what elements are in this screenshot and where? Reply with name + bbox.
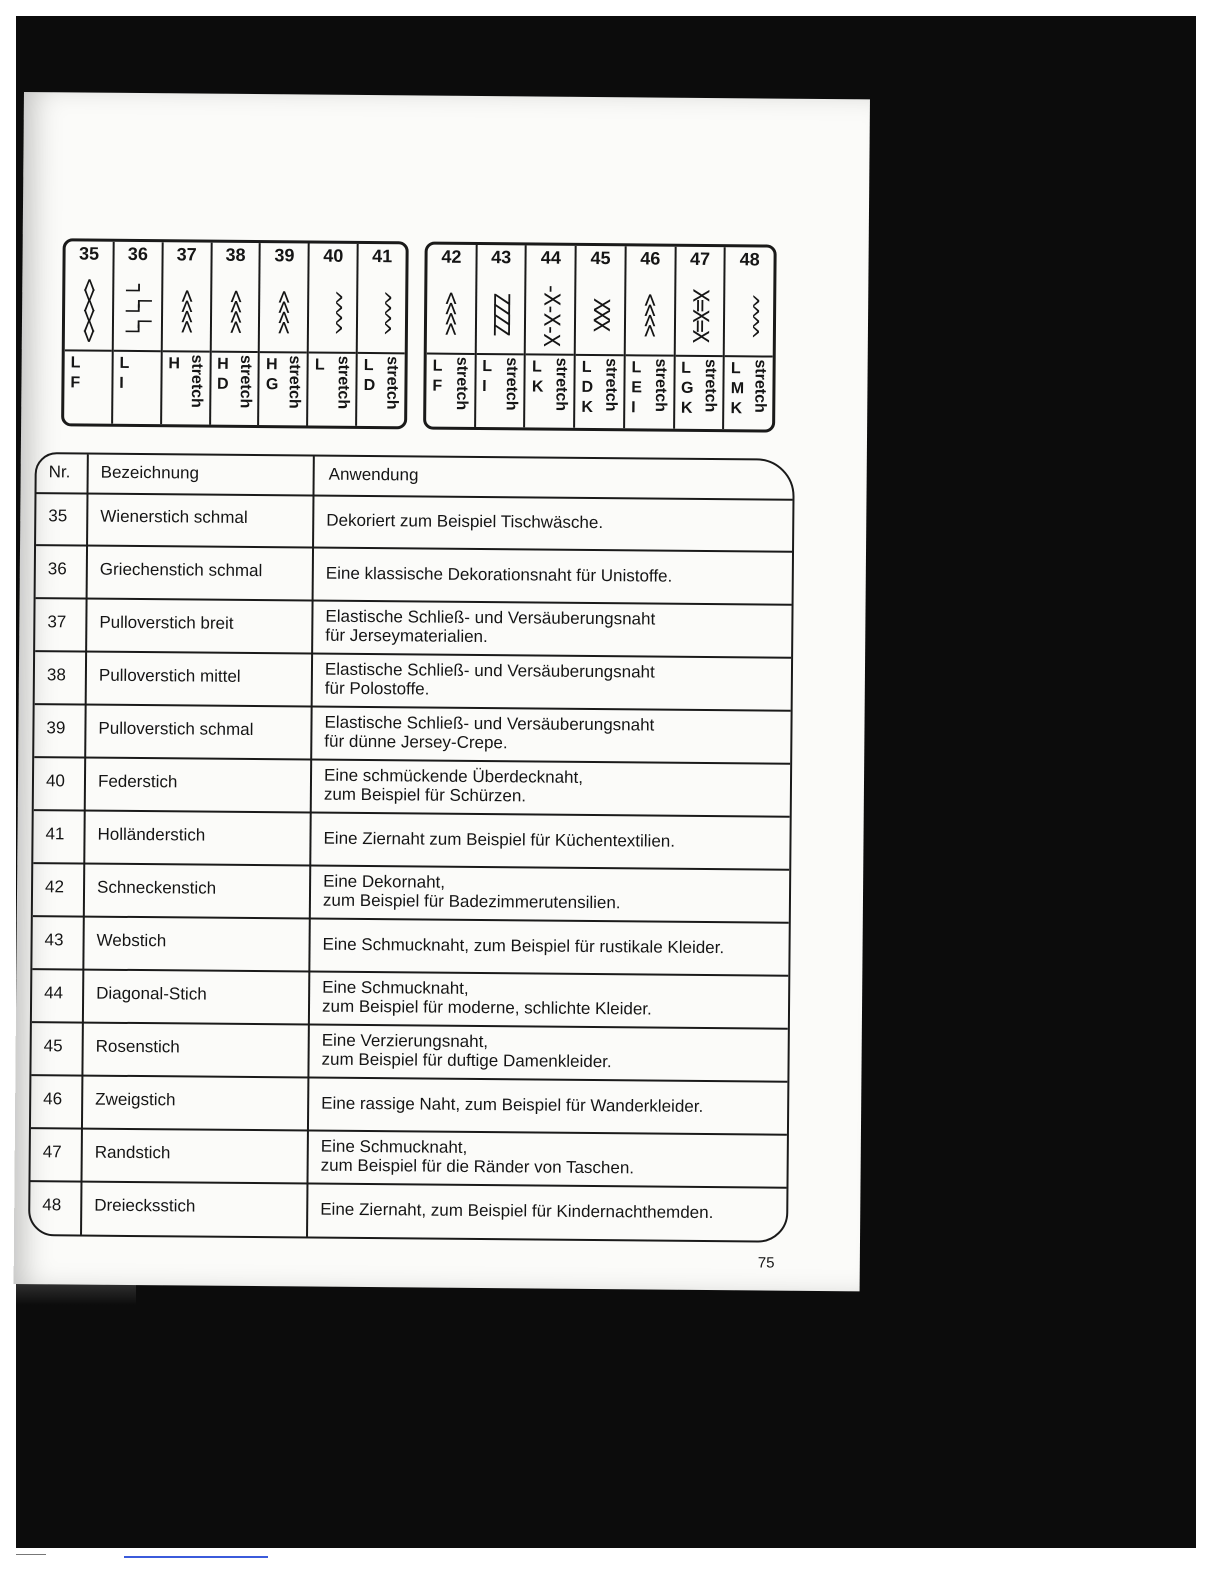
stitch-number: 39 <box>274 245 295 266</box>
stitch-column <box>476 245 527 427</box>
stretch-label: stretch <box>651 358 670 412</box>
stitch-usage: Eine Schmucknaht, zum Beispiel für rustikale Kleider. <box>322 934 725 958</box>
stitch-number: 46 <box>640 248 661 269</box>
stretch-label: stretch <box>602 358 620 412</box>
stitch-column <box>675 247 726 429</box>
stretch-label: stretch <box>452 356 471 411</box>
stitch-number: 48 <box>739 249 760 270</box>
stitch-number: 43 <box>491 247 512 268</box>
row-number: 46 <box>43 1089 63 1109</box>
stitch-number: 42 <box>441 246 462 267</box>
row-number: 38 <box>46 665 66 685</box>
stitch-usage: Elastische Schließ- und Versäuberungsnaht für Jerseymaterialien. <box>325 606 656 647</box>
table-row <box>35 598 791 659</box>
stitch-name: Pulloverstich breit <box>99 612 234 633</box>
stitch-usage: Eine Ziernaht zum Beispiel für Küchentextilien. <box>323 828 676 851</box>
stitch-number: 38 <box>225 244 246 265</box>
header-nr: Nr. <box>48 462 71 482</box>
stretch-label: stretch <box>701 358 720 413</box>
stitch-pattern-icon: <><><> <box>65 267 113 351</box>
stitch-pattern-icon: ^^^^ <box>309 270 357 354</box>
manual-page <box>14 92 870 1291</box>
stitch-number: 45 <box>590 247 611 269</box>
stitch-settings: L F <box>70 354 81 392</box>
table-row <box>30 1181 786 1240</box>
stitch-name: Wienerstich schmal <box>100 506 248 527</box>
stitch-settings: L D K <box>581 358 594 416</box>
row-number: 41 <box>45 824 65 844</box>
stitch-column <box>357 244 405 426</box>
table-row <box>31 1075 787 1136</box>
stitch-name: Federstich <box>97 771 178 792</box>
stitch-column <box>113 242 163 424</box>
row-number: 47 <box>42 1142 62 1162</box>
table-row <box>36 545 792 606</box>
stitch-usage: Eine Schmucknaht, zum Beispiel für moderne, schlichte Kleider. <box>321 977 652 1019</box>
stitch-usage: Elastische Schließ- und Versäuberungsnaht für Polostoffe. <box>324 659 655 699</box>
stitch-column <box>526 245 577 427</box>
stitch-number: 37 <box>176 244 197 265</box>
table-row <box>30 1128 786 1189</box>
row-number: 36 <box>47 559 67 579</box>
stretch-label: stretch <box>502 357 521 411</box>
stitch-panel-35-41 <box>61 238 409 429</box>
stretch-label: stretch <box>552 357 570 412</box>
scan-mark <box>16 1554 46 1555</box>
row-number: 39 <box>46 718 66 738</box>
stretch-label: stretch <box>751 359 769 413</box>
table-row <box>32 916 788 977</box>
row-number: 35 <box>48 506 68 526</box>
stitch-name: Webstich <box>96 930 167 951</box>
stretch-label: stretch <box>383 356 401 410</box>
header-name: Bezeichnung <box>100 462 200 483</box>
stitch-settings: L G K <box>680 359 694 417</box>
stitch-column <box>575 246 626 428</box>
stitch-settings: L F <box>432 357 443 395</box>
stitch-settings: L M K <box>730 360 745 418</box>
stitch-pattern-icon: ┐└┐└┐ <box>114 268 162 352</box>
stitch-number: 36 <box>127 243 148 265</box>
scan-blue-line <box>124 1556 268 1558</box>
stitch-settings: L D <box>363 356 376 395</box>
stitch-column <box>625 246 676 428</box>
table-row <box>31 1022 787 1083</box>
stitch-usage: Eine Verzierungsnaht, zum Beispiel für duftige Damenkleider. <box>321 1030 612 1072</box>
table-row <box>35 651 791 712</box>
stitch-settings: H <box>168 355 180 373</box>
row-number: 48 <box>42 1195 62 1215</box>
stitch-pattern-icon: -X-X-X <box>526 271 574 355</box>
stitch-usage: Eine schmückende Überdecknaht, zum Beispiel für Schürzen. <box>323 765 584 806</box>
stitch-usage: Eine Schmucknaht, zum Beispiel für die Ränder von Taschen. <box>320 1136 635 1178</box>
row-number: 42 <box>44 877 65 897</box>
stitch-pattern-icon: <<<< <box>626 272 674 356</box>
stitch-name: Randstich <box>94 1142 171 1163</box>
stretch-label: stretch <box>236 354 255 409</box>
stitch-settings: L E I <box>631 359 643 417</box>
stitch-name: Diagonal-Stich <box>96 983 207 1004</box>
stitch-number: 35 <box>78 243 100 264</box>
stitch-pattern-icon: <<<< <box>260 269 308 353</box>
stitch-usage: Eine rassige Naht, zum Beispiel für Wanderkleider. <box>321 1093 704 1116</box>
stitch-usage: Elastische Schließ- und Versäuberungsnaht für dünne Jersey-Crepe. <box>324 712 655 753</box>
stitch-column <box>64 241 114 423</box>
stitch-settings: H G <box>265 356 279 394</box>
stretch-label: stretch <box>334 355 352 410</box>
table-row <box>34 757 790 818</box>
row-number: 43 <box>44 930 64 950</box>
stitch-column <box>724 247 773 429</box>
stitch-column <box>426 245 477 427</box>
stitch-column <box>308 244 358 426</box>
table-row <box>34 704 790 765</box>
stretch-label: stretch <box>285 355 304 409</box>
stitch-name: Griechenstich schmal <box>99 559 263 581</box>
stitch-pattern-icon: ^^^^ <box>358 270 406 354</box>
stitch-pattern-icon: <<<< <box>427 271 475 355</box>
stitch-number: 47 <box>689 248 711 269</box>
table-row <box>36 492 792 553</box>
stitch-name: Rosenstich <box>95 1036 180 1057</box>
stitch-pattern-icon: X=X=X <box>675 273 723 357</box>
row-number: 40 <box>45 771 65 791</box>
stitch-pattern-icon: ZZZZ <box>476 271 524 355</box>
stitch-pattern-icon: <<<< <box>211 269 259 353</box>
table-row <box>33 810 789 871</box>
header-use: Anwendung <box>328 464 419 485</box>
stitch-table <box>28 452 795 1243</box>
stitch-name: Holländerstich <box>97 824 206 845</box>
stitch-number: 40 <box>323 245 344 266</box>
page-number: 75 <box>757 1254 775 1272</box>
stitch-name: Zweigstich <box>95 1089 176 1110</box>
row-number: 45 <box>43 1036 63 1056</box>
table-row <box>32 969 788 1030</box>
stitch-settings: L K <box>531 358 544 396</box>
stitch-pattern-icon: <<<< <box>162 268 210 352</box>
stitch-settings: L <box>314 356 325 374</box>
stitch-pattern-icon: XXX <box>576 272 624 356</box>
row-number: 44 <box>44 983 64 1003</box>
stitch-column <box>162 242 212 424</box>
row-number: 37 <box>47 612 67 632</box>
stretch-label: stretch <box>187 354 206 408</box>
stitch-settings: L I <box>119 354 130 392</box>
stitch-name: Dreiecksstich <box>94 1195 196 1216</box>
stitch-usage: Eine klassische Dekorationsnaht für Unistoffe. <box>325 563 673 586</box>
stitch-pattern-icon: ^^^^ <box>725 273 773 357</box>
stitch-usage: Dekoriert zum Beispiel Tischwäsche. <box>326 510 604 533</box>
stitch-settings: H D <box>216 355 229 393</box>
stitch-number: 44 <box>540 247 561 268</box>
stitch-settings: L I <box>482 358 493 396</box>
stitch-name: Pulloverstich mittel <box>98 665 241 686</box>
stitch-column <box>211 243 261 425</box>
stitch-name: Pulloverstich schmal <box>98 718 254 740</box>
stitch-usage: Eine Ziernaht, zum Beispiel für Kindernachthemden. <box>320 1199 714 1223</box>
stitch-column <box>260 243 310 425</box>
table-row <box>33 863 789 924</box>
stitch-name: Schneckenstich <box>96 877 217 898</box>
stitch-usage: Eine Dekornaht, zum Beispiel für Badezimmerutensilien. <box>322 871 621 913</box>
stitch-panel-42-48 <box>423 242 777 433</box>
stitch-number: 41 <box>372 246 393 267</box>
